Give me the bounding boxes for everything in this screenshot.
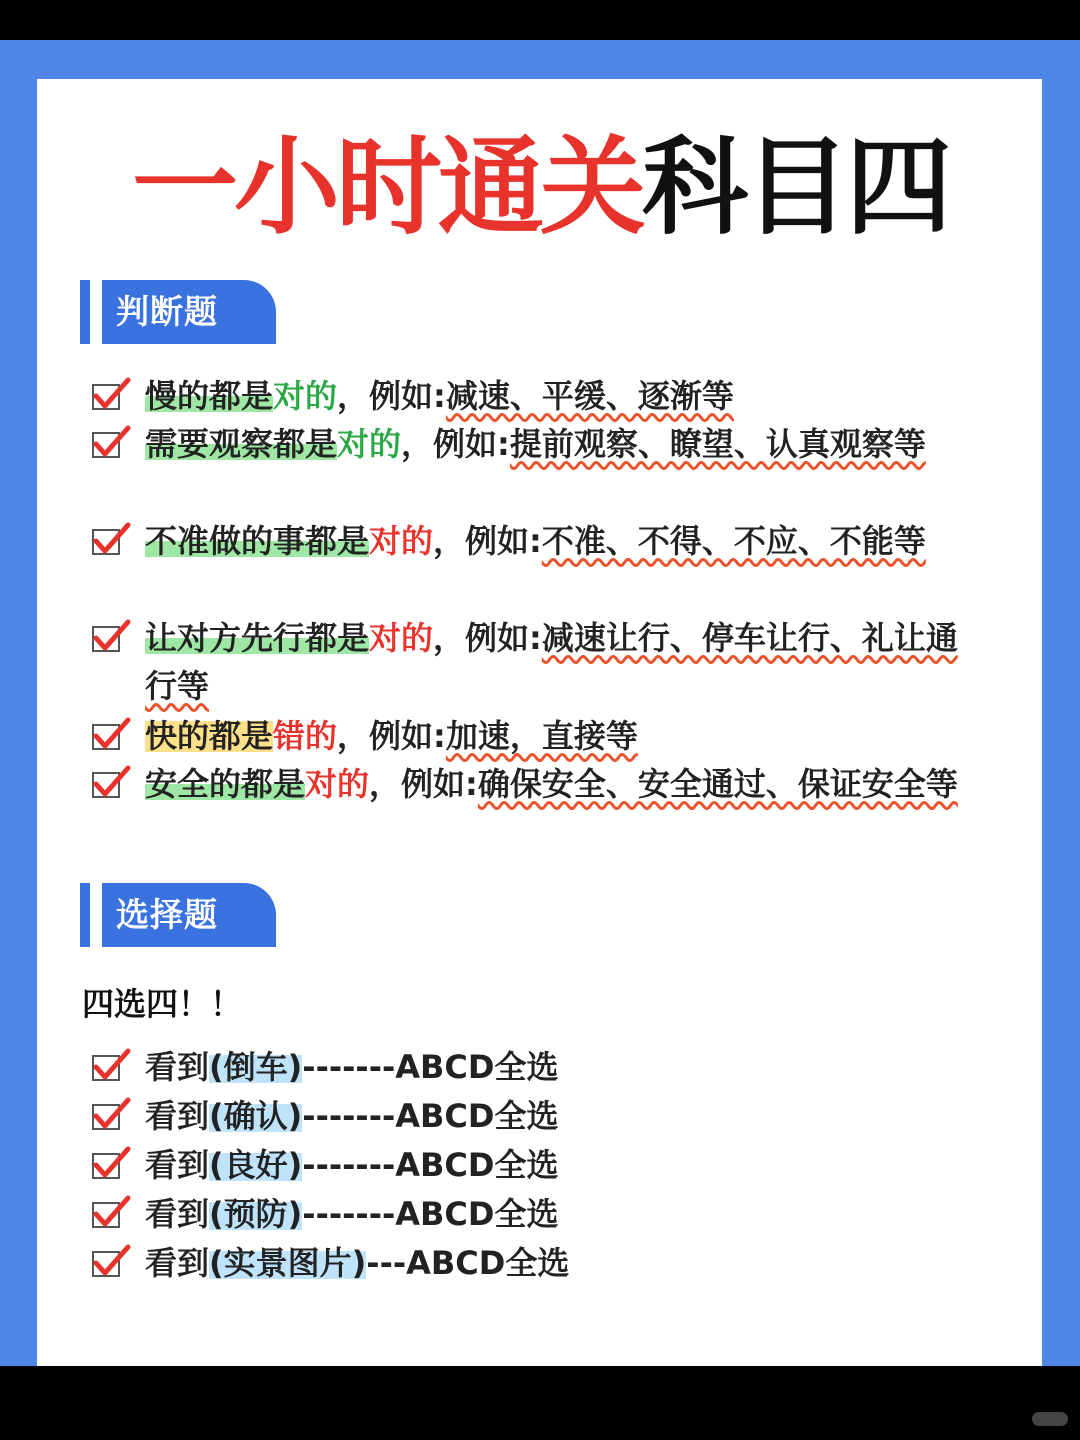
checkmark-icon	[90, 1243, 132, 1283]
verdict: 对的	[337, 425, 402, 463]
checkmark-icon	[90, 1096, 132, 1136]
title-red-part: 一小时通关	[132, 126, 642, 249]
watermark-logo	[1032, 1412, 1068, 1426]
examples: 减速、平缓、逐渐等	[445, 377, 734, 415]
highlight-phrase: 慢的都是	[145, 377, 274, 415]
item-text	[145, 372, 965, 420]
highlight-phrase: 让对方先行都是	[145, 619, 370, 657]
answer: ---ABCD全选	[366, 1244, 570, 1282]
item-text	[145, 760, 965, 808]
checkmark-icon	[90, 521, 132, 561]
item-text	[145, 1141, 965, 1189]
highlight-phrase: 快的都是	[145, 717, 274, 755]
section-label: 判断题	[102, 280, 276, 344]
item-text	[145, 517, 965, 565]
prefix: 看到	[145, 1146, 210, 1184]
answer: -------ABCD全选	[302, 1146, 559, 1184]
example-label: ，例如:	[369, 765, 478, 803]
title-black-part: 科目四	[642, 126, 948, 249]
page-title	[0, 128, 1080, 248]
answer: -------ABCD全选	[302, 1195, 559, 1233]
choice-subtitle: 四选四！！	[82, 985, 243, 1023]
checkmark-icon	[90, 1194, 132, 1234]
highlight-phrase: 不准做的事都是	[145, 522, 370, 560]
answer: -------ABCD全选	[302, 1048, 559, 1086]
example-label: ，例如:	[433, 619, 542, 657]
checkmark-icon	[90, 618, 132, 658]
verdict: 对的	[273, 377, 338, 415]
example-label: ，例如:	[401, 425, 510, 463]
example-label: ，例如:	[337, 717, 446, 755]
item-text	[145, 712, 965, 760]
checkmark-icon	[90, 1047, 132, 1087]
keyword: (实景图片)	[209, 1244, 367, 1282]
prefix: 看到	[145, 1097, 210, 1135]
keyword: (倒车)	[209, 1048, 303, 1086]
keyword: (确认)	[209, 1097, 303, 1135]
keyword: (良好)	[209, 1146, 303, 1184]
checkmark-icon	[90, 376, 132, 416]
answer: -------ABCD全选	[302, 1097, 559, 1135]
checkmark-icon	[90, 1145, 132, 1185]
item-text	[145, 614, 965, 710]
item-text	[145, 1190, 965, 1238]
item-text	[145, 1043, 965, 1091]
highlight-phrase: 需要观察都是	[145, 425, 338, 463]
examples: 加速，直接等	[445, 717, 638, 755]
verdict: 对的	[305, 765, 370, 803]
example-label: ，例如:	[337, 377, 446, 415]
verdict: 对的	[369, 619, 434, 657]
section-bar	[80, 280, 90, 344]
highlight-phrase: 安全的都是	[145, 765, 306, 803]
example-label: ，例如:	[433, 522, 542, 560]
checkmark-icon	[90, 424, 132, 464]
keyword: (预防)	[209, 1195, 303, 1233]
verdict: 错的	[273, 717, 338, 755]
prefix: 看到	[145, 1244, 210, 1282]
examples: 不准、不得、不应、不能等	[541, 522, 926, 560]
checkmark-icon	[90, 764, 132, 804]
examples: 提前观察、瞭望、认真观察等	[509, 425, 926, 463]
item-text	[145, 1092, 965, 1140]
checkmark-icon	[90, 716, 132, 756]
prefix: 看到	[145, 1048, 210, 1086]
section-label: 选择题	[102, 883, 276, 947]
item-text	[145, 1239, 965, 1287]
examples: 减速让行、停车让行、礼让通行等	[145, 619, 958, 705]
prefix: 看到	[145, 1195, 210, 1233]
item-text	[145, 420, 965, 468]
section-bar	[80, 883, 90, 947]
verdict: 对的	[369, 522, 434, 560]
examples: 确保安全、安全通过、保证安全等	[477, 765, 958, 803]
